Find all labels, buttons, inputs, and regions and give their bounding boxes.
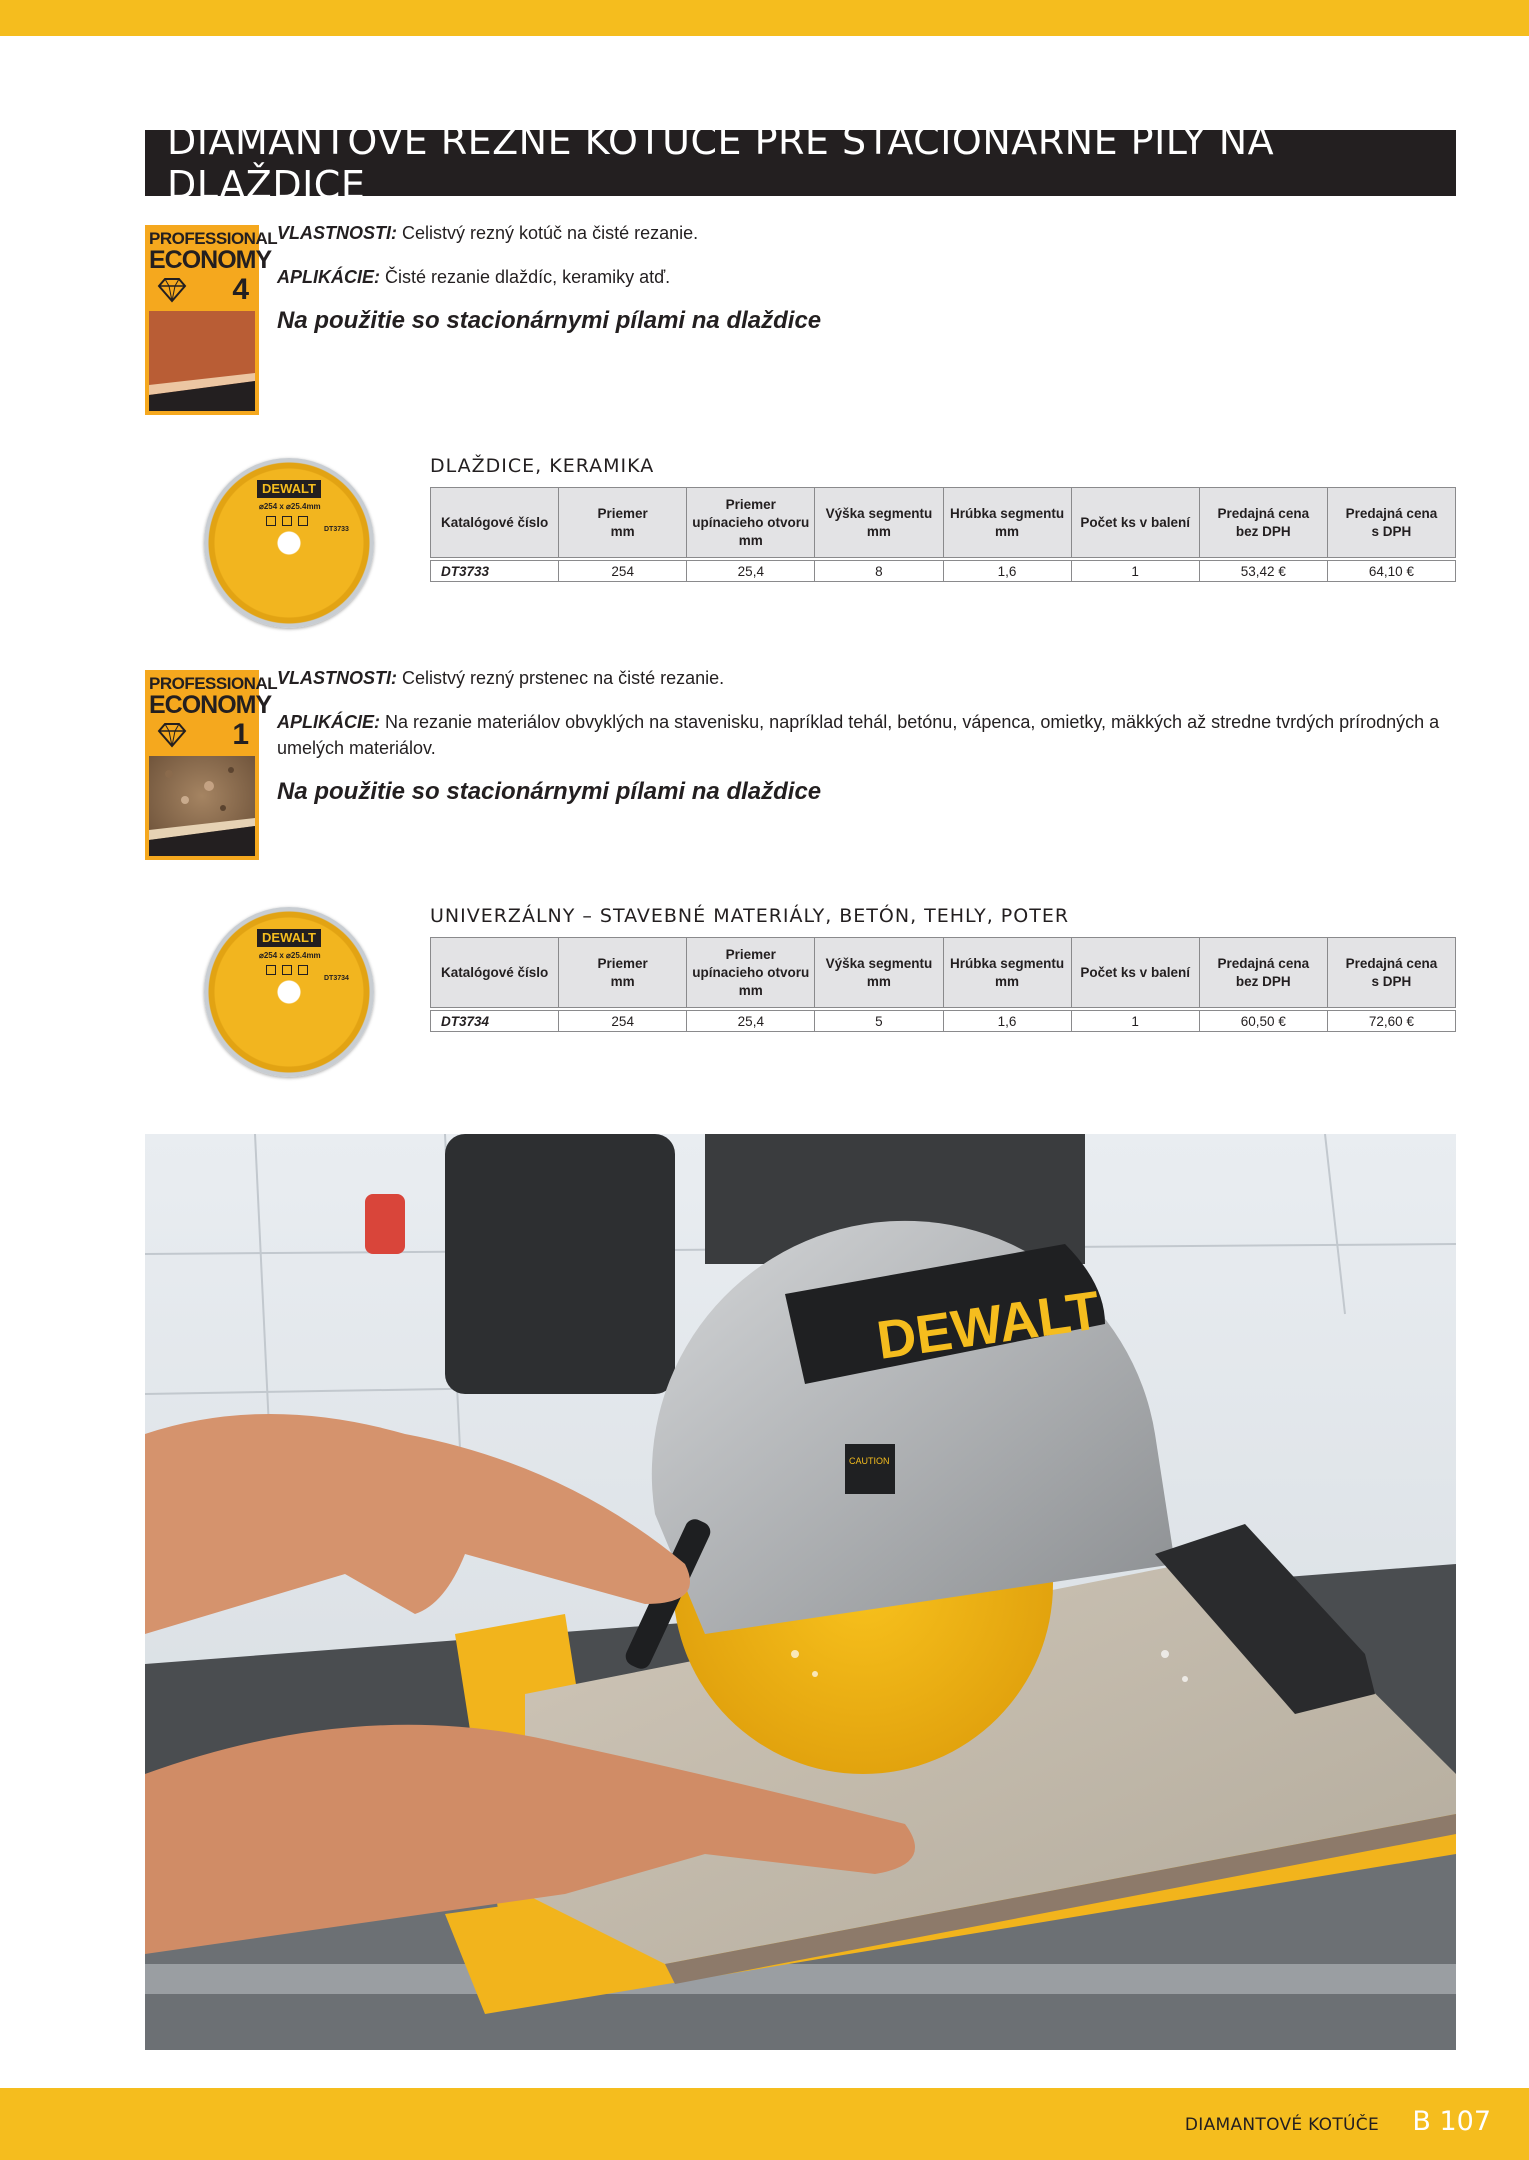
cell-qty: 1 <box>1071 1011 1199 1032</box>
features-text: Celistvý rezný prstenec na čisté rezanie. <box>397 668 725 688</box>
header-cat: Katalógové číslo <box>431 488 559 558</box>
cell-diameter: 254 <box>559 561 687 582</box>
table-row <box>431 1011 1456 1032</box>
header-qty: Počet ks v balení <box>1071 488 1199 558</box>
usage-note: Na použitie so stacionárnymi pílami na dlaždice <box>277 778 822 805</box>
header-cat: Katalógové číslo <box>431 938 559 1008</box>
cell-price-gross: 64,10 € <box>1327 561 1455 582</box>
stone-material-swatch <box>149 756 255 856</box>
caution-label: CAUTION <box>849 1456 890 1466</box>
header-bore: Priemer upínacieho otvoru mm <box>687 488 815 558</box>
header-seg-height: Výška segmentu mm <box>815 488 943 558</box>
cell-seg-thickness: 1,6 <box>943 1011 1071 1032</box>
diamond-icon <box>155 277 189 303</box>
applications-text: Na rezanie materiálov obvyklých na stavenisku, napríklad tehál, betónu, vápenca, omietky, mäkkých až stredne tvrdých prírodných a umelých materiálov. <box>277 712 1440 758</box>
cell-price-net: 60,50 € <box>1199 1011 1327 1032</box>
applications-text: Čisté rezanie dlaždíc, keramiky atď. <box>380 267 671 287</box>
safety-icon <box>266 965 276 975</box>
disc-size-label: ⌀254 x ⌀25.4mm <box>259 502 321 511</box>
table-title: DLAŽDICE, KERAMIKA <box>430 455 655 477</box>
header-price-gross: Predajná cena s DPH <box>1327 488 1455 558</box>
header-qty: Počet ks v balení <box>1071 938 1199 1008</box>
economy-badge-4 <box>145 225 278 415</box>
badge-line2: ECONOMY <box>149 246 272 274</box>
header-price-net: Predajná cena bez DPH <box>1199 488 1327 558</box>
features-label: VLASTNOSTI: <box>277 223 397 243</box>
safety-icon <box>266 516 276 526</box>
cell-seg-height: 5 <box>815 1011 943 1032</box>
features-label: VLASTNOSTI: <box>277 668 397 688</box>
badge-line1: PROFESSIONAL <box>149 229 278 248</box>
header-diameter: Priemer mm <box>559 938 687 1008</box>
cell-price-net: 53,42 € <box>1199 561 1327 582</box>
blade-image-dt3733 <box>204 458 374 628</box>
header-bore: Priemer upínacieho otvoru mm <box>687 938 815 1008</box>
safety-icon <box>298 965 308 975</box>
cell-cat: DT3734 <box>431 1011 559 1032</box>
table-row <box>431 561 1456 582</box>
footer-section: DIAMANTOVÉ KOTÚČE <box>1184 2115 1379 2135</box>
header-seg-thickness: Hrúbka segmentu mm <box>943 488 1071 558</box>
page-title: DIAMANTOVÉ REZNÉ KOTÚČE PRE STACIONÁRNE PÍLY NA DLAŽDICE <box>145 130 1456 196</box>
tile-material-swatch <box>149 311 255 411</box>
cell-seg-height: 8 <box>815 561 943 582</box>
safety-icon <box>282 516 292 526</box>
cell-qty: 1 <box>1071 561 1199 582</box>
applications-label: APLIKÁCIE: <box>277 267 380 287</box>
table-section-2 <box>430 905 1456 1032</box>
safety-icon <box>298 516 308 526</box>
photo-brand-logo: DEWALT <box>873 1280 1104 1371</box>
product-info-1 <box>277 220 1457 334</box>
economy-badge-1 <box>145 670 278 860</box>
header-price-gross: Predajná cena s DPH <box>1327 938 1455 1008</box>
cell-seg-thickness: 1,6 <box>943 561 1071 582</box>
blade-image-dt3734 <box>204 907 374 1077</box>
cell-diameter: 254 <box>559 1011 687 1032</box>
badge-number: 1 <box>232 718 249 751</box>
cell-bore: 25,4 <box>687 1011 815 1032</box>
product-info-2 <box>277 665 1457 805</box>
cell-price-gross: 72,60 € <box>1327 1011 1455 1032</box>
table-section-1 <box>430 455 1456 582</box>
page-number: B 107 <box>1412 2106 1491 2137</box>
spec-table <box>430 487 1456 582</box>
cell-cat: DT3733 <box>431 561 559 582</box>
badge-line1: PROFESSIONAL <box>149 674 278 693</box>
disc-code-label: DT3733 <box>324 526 349 533</box>
table-header-row <box>431 488 1456 558</box>
top-stripe <box>0 0 1529 36</box>
disc-size-label: ⌀254 x ⌀25.4mm <box>259 951 321 960</box>
usage-note: Na použitie so stacionárnymi pílami na dlaždice <box>277 307 822 334</box>
table-title: UNIVERZÁLNY – STAVEBNÉ MATERIÁLY, BETÓN, TEHLY, POTER <box>430 905 1070 927</box>
safety-icon <box>282 965 292 975</box>
disc-code-label: DT3734 <box>324 975 349 982</box>
header-price-net: Predajná cena bez DPH <box>1199 938 1327 1008</box>
table-header-row <box>431 938 1456 1008</box>
disc-brand-logo: DEWALT <box>257 480 321 498</box>
badge-line2: ECONOMY <box>149 691 272 719</box>
header-diameter: Priemer mm <box>559 488 687 558</box>
cell-bore: 25,4 <box>687 561 815 582</box>
features-text: Celistvý rezný kotúč na čisté rezanie. <box>397 223 699 243</box>
badge-number: 4 <box>232 273 249 306</box>
spec-table <box>430 937 1456 1032</box>
tile-saw-photo <box>145 1134 1456 2050</box>
applications-label: APLIKÁCIE: <box>277 712 380 732</box>
header-seg-thickness: Hrúbka segmentu mm <box>943 938 1071 1008</box>
disc-brand-logo: DEWALT <box>257 929 321 947</box>
diamond-icon <box>155 722 189 748</box>
header-seg-height: Výška segmentu mm <box>815 938 943 1008</box>
